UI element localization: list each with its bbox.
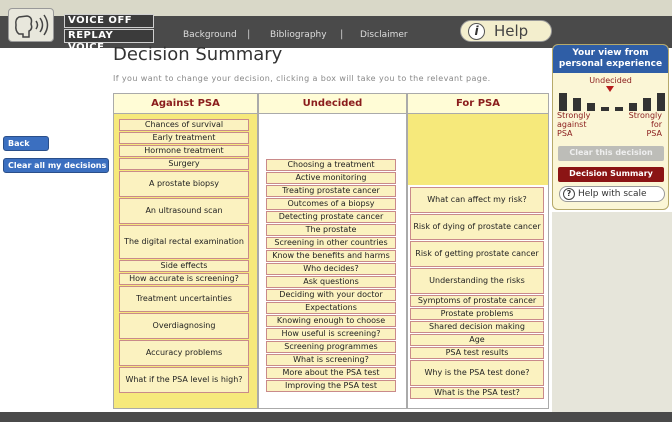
for-item[interactable]: Shared decision making xyxy=(410,321,544,333)
for-item[interactable]: Risk of dying of prostate cancer xyxy=(410,214,544,240)
top-bar xyxy=(0,0,672,53)
for-header: For PSA xyxy=(408,94,548,114)
for-item[interactable]: Risk of getting prostate cancer xyxy=(410,241,544,267)
for-item[interactable]: Why is the PSA test done? xyxy=(410,360,544,386)
against-column xyxy=(113,93,258,409)
voice-off-button[interactable]: VOICE OFF xyxy=(64,14,154,28)
help-with-scale-label: Help with scale xyxy=(578,189,647,199)
scale-step[interactable] xyxy=(657,93,665,111)
for-item[interactable]: What is the PSA test? xyxy=(410,387,544,399)
undecided-item[interactable]: Deciding with your doctor xyxy=(266,289,396,301)
scale-undecided-label: Undecided xyxy=(589,76,632,85)
nav-separator: | xyxy=(340,29,344,40)
undecided-item[interactable]: More about the PSA test xyxy=(266,367,396,379)
for-column xyxy=(407,93,549,409)
scale-step[interactable] xyxy=(559,93,567,111)
for-item[interactable]: What can affect my risk? xyxy=(410,187,544,213)
undecided-item[interactable]: Who decides? xyxy=(266,263,396,275)
decision-summary-button[interactable]: Decision Summary xyxy=(558,167,664,182)
undecided-item[interactable]: How useful is screening? xyxy=(266,328,396,340)
for-item[interactable]: Symptoms of prostate cancer xyxy=(410,295,544,307)
nav-background[interactable]: Background xyxy=(183,30,237,40)
for-item[interactable]: Understanding the risks xyxy=(410,268,544,294)
against-item[interactable]: Early treatment xyxy=(119,132,249,144)
undecided-item[interactable]: Screening in other countries xyxy=(266,237,396,249)
undecided-item[interactable]: Choosing a treatment xyxy=(266,159,396,171)
decision-columns xyxy=(113,93,549,409)
undecided-item[interactable]: The prostate xyxy=(266,224,396,236)
against-item[interactable]: Chances of survival xyxy=(119,119,249,131)
undecided-item[interactable]: Improving the PSA test xyxy=(266,380,396,392)
scale-step[interactable] xyxy=(587,103,595,111)
against-item[interactable]: Hormone treatment xyxy=(119,145,249,157)
page-title: Decision Summary xyxy=(113,44,283,65)
undecided-item[interactable]: Ask questions xyxy=(266,276,396,288)
undecided-item[interactable]: Treating prostate cancer xyxy=(266,185,396,197)
for-item[interactable]: Prostate problems xyxy=(410,308,544,320)
nav-bibliography[interactable]: Bibliography xyxy=(270,30,327,40)
undecided-item[interactable]: Expectations xyxy=(266,302,396,314)
help-label: Help xyxy=(494,22,529,40)
personal-view-panel xyxy=(552,44,669,210)
against-item[interactable]: A prostate biopsy xyxy=(119,171,249,197)
back-button[interactable]: Back xyxy=(3,136,49,151)
scale-step[interactable] xyxy=(601,107,609,111)
against-item[interactable]: Accuracy problems xyxy=(119,340,249,366)
against-item[interactable]: What if the PSA level is high? xyxy=(119,367,249,393)
right-rail xyxy=(552,212,672,412)
scale-step[interactable] xyxy=(573,98,581,111)
nav-separator: | xyxy=(247,29,251,40)
scale-step[interactable] xyxy=(643,98,651,111)
against-item[interactable]: An ultrasound scan xyxy=(119,198,249,224)
view-scale[interactable] xyxy=(559,93,665,111)
page-subtitle: If you want to change your decision, clicking a box will take you to the relevant page. xyxy=(113,74,491,83)
strongly-for-label: Strongly for PSA xyxy=(628,111,662,138)
undecided-column xyxy=(258,93,407,409)
voice-icon[interactable] xyxy=(8,8,54,42)
clear-all-decisions-button[interactable]: Clear all my decisions xyxy=(3,158,109,173)
against-item[interactable]: The digital rectal examination xyxy=(119,225,249,259)
undecided-header: Undecided xyxy=(259,94,406,114)
help-button[interactable] xyxy=(460,20,552,42)
clear-this-decision-button[interactable]: Clear this decision xyxy=(558,146,664,161)
undecided-item[interactable]: Active monitoring xyxy=(266,172,396,184)
nav-disclaimer[interactable]: Disclaimer xyxy=(360,30,408,40)
against-item[interactable]: Overdiagnosing xyxy=(119,313,249,339)
bottom-bar xyxy=(0,412,672,422)
question-icon: ? xyxy=(563,188,575,200)
against-item[interactable]: Treatment uncertainties xyxy=(119,286,249,312)
for-item[interactable]: PSA test results xyxy=(410,347,544,359)
against-header: Against PSA xyxy=(114,94,257,114)
undecided-item[interactable]: Knowing enough to choose xyxy=(266,315,396,327)
scale-step[interactable] xyxy=(615,107,623,111)
info-icon: i xyxy=(468,23,485,40)
undecided-item[interactable]: Outcomes of a biopsy xyxy=(266,198,396,210)
against-item[interactable]: How accurate is screening? xyxy=(119,273,249,285)
scale-step[interactable] xyxy=(629,103,637,111)
against-item[interactable]: Side effects xyxy=(119,260,249,272)
replay-voice-button[interactable]: REPLAY VOICE xyxy=(64,29,154,43)
for-item[interactable]: Age xyxy=(410,334,544,346)
undecided-item[interactable]: Know the benefits and harms xyxy=(266,250,396,262)
against-item[interactable]: Surgery xyxy=(119,158,249,170)
strongly-against-label: Strongly against PSA xyxy=(557,111,591,138)
scale-marker-icon xyxy=(606,86,614,92)
undecided-item[interactable]: Screening programmes xyxy=(266,341,396,353)
help-with-scale-button[interactable] xyxy=(559,186,665,202)
panel-title: Your view from personal experience xyxy=(553,45,668,73)
undecided-item[interactable]: Detecting prostate cancer xyxy=(266,211,396,223)
undecided-item[interactable]: What is screening? xyxy=(266,354,396,366)
